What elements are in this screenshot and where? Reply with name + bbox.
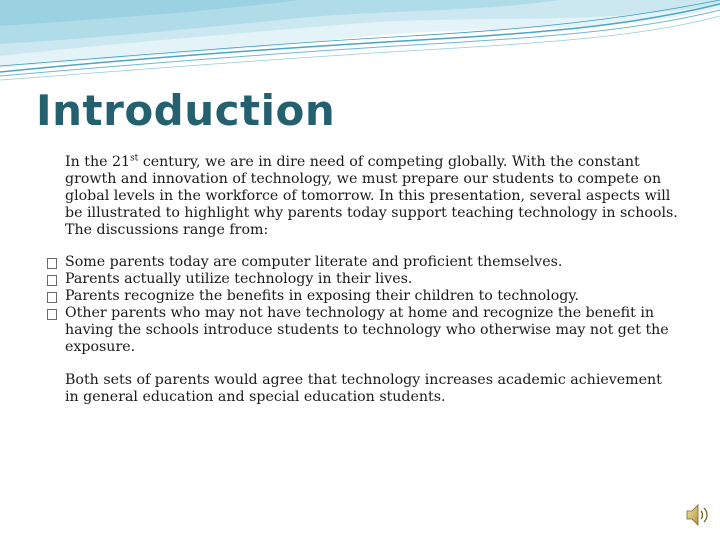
checkbox-outline-icon: [47, 258, 57, 269]
checkbox-outline-icon: [47, 275, 57, 286]
bullet-item: [44, 254, 680, 271]
bullet-item: [44, 288, 680, 305]
checkbox-outline-icon: [47, 309, 57, 320]
bullet-text: Some parents today are computer literate and proficient themselves.: [65, 254, 563, 270]
slide-body: [44, 154, 680, 406]
intro-text-rest: century, we are in dire need of competing globally. With the constant growth and innovation of technology, we must prepare our students to compete on global levels in the workforce of tomorrow. In this presentation, several aspects will be illustrated to highlight why parents today support teaching technology in schools. The discussions range from:: [65, 154, 678, 238]
speaker-icon[interactable]: [684, 502, 712, 528]
bullet-text: Parents actually utilize technology in their lives.: [65, 271, 413, 287]
intro-superscript: st: [130, 153, 139, 164]
bullet-item: [44, 271, 680, 288]
intro-paragraph: [44, 154, 680, 239]
bullet-list: [44, 254, 680, 356]
intro-text-start: In the 21: [65, 154, 131, 170]
slide-title: Introduction: [36, 86, 336, 135]
bullet-text: Parents recognize the benefits in exposing their children to technology.: [65, 288, 579, 304]
decorative-wave-banner: [0, 0, 720, 90]
checkbox-outline-icon: [47, 292, 57, 303]
closing-paragraph: Both sets of parents would agree that technology increases academic achievement in general education and special education students.: [65, 372, 662, 405]
bullet-text: Other parents who may not have technology at home and recognize the benefit in having the schools introduce students to technology who otherwise may not get the exposure.: [65, 305, 669, 355]
bullet-item: [44, 305, 680, 356]
